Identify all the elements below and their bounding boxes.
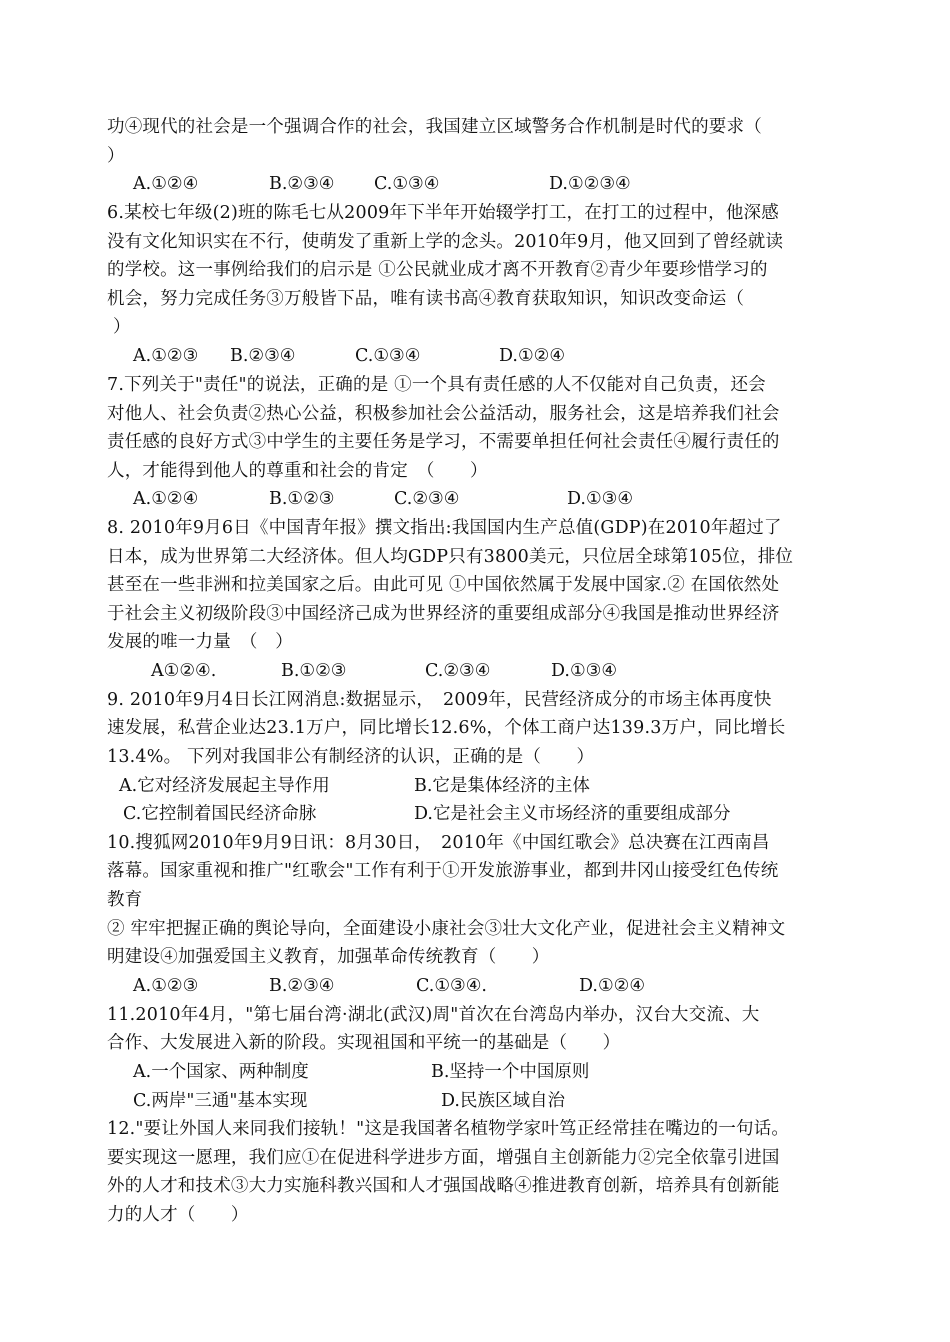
q10-text-line-3: 教育 bbox=[107, 890, 143, 910]
q8-option-c: C.②③④ bbox=[425, 661, 491, 681]
q7-text-line-4: 人，才能得到他人的尊重和社会的肯定 （ ） bbox=[107, 461, 488, 481]
q11-text-line-2: 合作、大发展进入新的阶段。实现祖国和平统一的基础是（ ） bbox=[107, 1033, 621, 1053]
q6-option-c: C.①③④ bbox=[355, 346, 421, 366]
q6-text-line-2: 没有文化知识实在不行，使萌发了重新上学的念头。2010年9月，他又回到了曾经就读 bbox=[107, 232, 784, 252]
q12-text-line-3: 外的人才和技术③大力实施科教兴国和人才强国战略④推进教育创新，培养具有创新能 bbox=[107, 1176, 780, 1196]
q5-option-c: C.①③④ bbox=[374, 174, 440, 194]
q10-option-a: A.①②③ bbox=[133, 976, 199, 996]
q9-option-d: D.它是社会主义市场经济的重要组成部分 bbox=[414, 804, 731, 824]
q7-option-c: C.②③④ bbox=[394, 489, 460, 509]
q6-option-d: D.①②④ bbox=[499, 346, 566, 366]
q10-text-line-4: ② 牢牢把握正确的舆论导向，全面建设小康社会③壮大文化产业，促进社会主义精神文 bbox=[107, 919, 786, 939]
q10-text-line-2: 落幕。国家重视和推广"红歌会"工作有利于①开发旅游事业，都到井冈山接受红色传统 bbox=[107, 861, 779, 881]
q10-option-c: C.①③④. bbox=[416, 976, 487, 996]
q10-text-line-5: 明建设④加强爱国主义教育，加强革命传统教育（ ） bbox=[107, 947, 550, 967]
q7-option-a: A.①②④ bbox=[133, 489, 199, 509]
q5-option-a: A.①②④ bbox=[133, 174, 199, 194]
q6-text-line-4: 机会，努力完成任务③万般皆下品，唯有读书高④教育获取知识，知识改变命运（ bbox=[107, 289, 745, 309]
q8-option-d: D.①③④ bbox=[551, 661, 618, 681]
q6-option-a: A.①②③ bbox=[133, 346, 199, 366]
q8-option-a: A①②④. bbox=[151, 661, 217, 681]
q10-option-d: D.①②④ bbox=[579, 976, 646, 996]
q8-text-line-4: 于社会主义初级阶段③中国经济己成为世界经济的重要组成部分④我国是推动世界经济 bbox=[107, 604, 780, 624]
q5-text-line-2: ） bbox=[107, 146, 125, 166]
q5-option-d: D.①②③④ bbox=[549, 174, 631, 194]
q5-text-line-1: 功④现代的社会是一个强调合作的社会，我国建立区域警务合作机制是时代的要求（ bbox=[107, 117, 762, 137]
q11-option-d: D.民族区域自治 bbox=[441, 1091, 565, 1111]
q12-text-line-4: 力的人才（ ） bbox=[107, 1205, 249, 1225]
q9-option-a: A.它对经济发展起主导作用 bbox=[119, 776, 330, 796]
q7-option-b: B.①②③ bbox=[269, 489, 335, 509]
q9-text-line-3: 13.4%。 下列对我国非公有制经济的认识，正确的是（ ） bbox=[107, 747, 595, 767]
q5-option-b: B.②③④ bbox=[269, 174, 335, 194]
q7-text-line-1: 7.下列关于"责任"的说法，正确的是 ①一个具有责任感的人不仅能对自己负责，还会 bbox=[107, 375, 766, 395]
q8-option-b: B.①②③ bbox=[281, 661, 347, 681]
q11-text-line-1: 11.2010年4月，"第七届台湾·湖北(武汉)周"首次在台湾岛内举办，汉台大交流、大 bbox=[107, 1005, 760, 1025]
q12-text-line-2: 要实现这一愿理，我们应①在促进科学进步方面，增强自主创新能力②完全依靠引进国 bbox=[107, 1148, 780, 1168]
q6-option-b: B.②③④ bbox=[230, 346, 296, 366]
q11-option-a: A.一个国家、两种制度 bbox=[133, 1062, 309, 1082]
q10-text-line-1: 10.搜狐网2010年9月9日讯：8月30日， 2010年《中国红歌会》总决赛在江西南昌 bbox=[107, 833, 770, 853]
q6-text-line-5: ） bbox=[113, 317, 131, 337]
q11-option-b: B.坚持一个中国原则 bbox=[431, 1062, 590, 1082]
q9-option-c: C.它控制着国民经济命脉 bbox=[123, 804, 317, 824]
q12-text-line-1: 12."要让外国人来同我们接轨！"这是我国著名植物学家叶笃正经常挂在嘴边的一句话。 bbox=[107, 1119, 790, 1139]
q7-text-line-2: 对他人、社会负责②热心公益，积极参加社会公益活动，服务社会，这是培养我们社会 bbox=[107, 404, 780, 424]
q9-option-b: B.它是集体经济的主体 bbox=[414, 776, 590, 796]
q8-text-line-1: 8. 2010年9月6日《中国青年报》撰文指出:我国国内生产总值(GDP)在2010年超过了 bbox=[107, 518, 782, 538]
q11-option-c: C.两岸"三通"基本实现 bbox=[133, 1091, 308, 1111]
q8-text-line-3: 甚至在一些非洲和拉美国家之后。由此可见 ①中国依然属于发展中国家.② 在国依然处 bbox=[107, 575, 780, 595]
q10-option-b: B.②③④ bbox=[269, 976, 335, 996]
q7-text-line-3: 责任感的良好方式③中学生的主要任务是学习，不需要单担任何社会责任④履行责任的 bbox=[107, 432, 780, 452]
q8-text-line-5: 发展的唯一力量 （ ） bbox=[107, 632, 293, 652]
q6-text-line-3: 的学校。这一事例给我们的启示是 ①公民就业成才离不开教育②青少年要珍惜学习的 bbox=[107, 260, 768, 280]
q6-text-line-1: 6.某校七年级(2)班的陈毛七从2009年下半年开始辍学打工，在打工的过程中，他深感 bbox=[107, 203, 779, 223]
q9-text-line-1: 9. 2010年9月4日长江网消息:数据显示， 2009年，民营经济成分的市场主体再度快 bbox=[107, 690, 772, 710]
q7-option-d: D.①③④ bbox=[567, 489, 634, 509]
q9-text-line-2: 速发展，私营企业达23.1万户，同比增长12.6%，个体工商户达139.3万户，同比增长 bbox=[107, 718, 786, 738]
q8-text-line-2: 日本，成为世界第二大经济体。但人均GDP只有3800美元，只位居全球第105位，排位 bbox=[107, 547, 794, 567]
